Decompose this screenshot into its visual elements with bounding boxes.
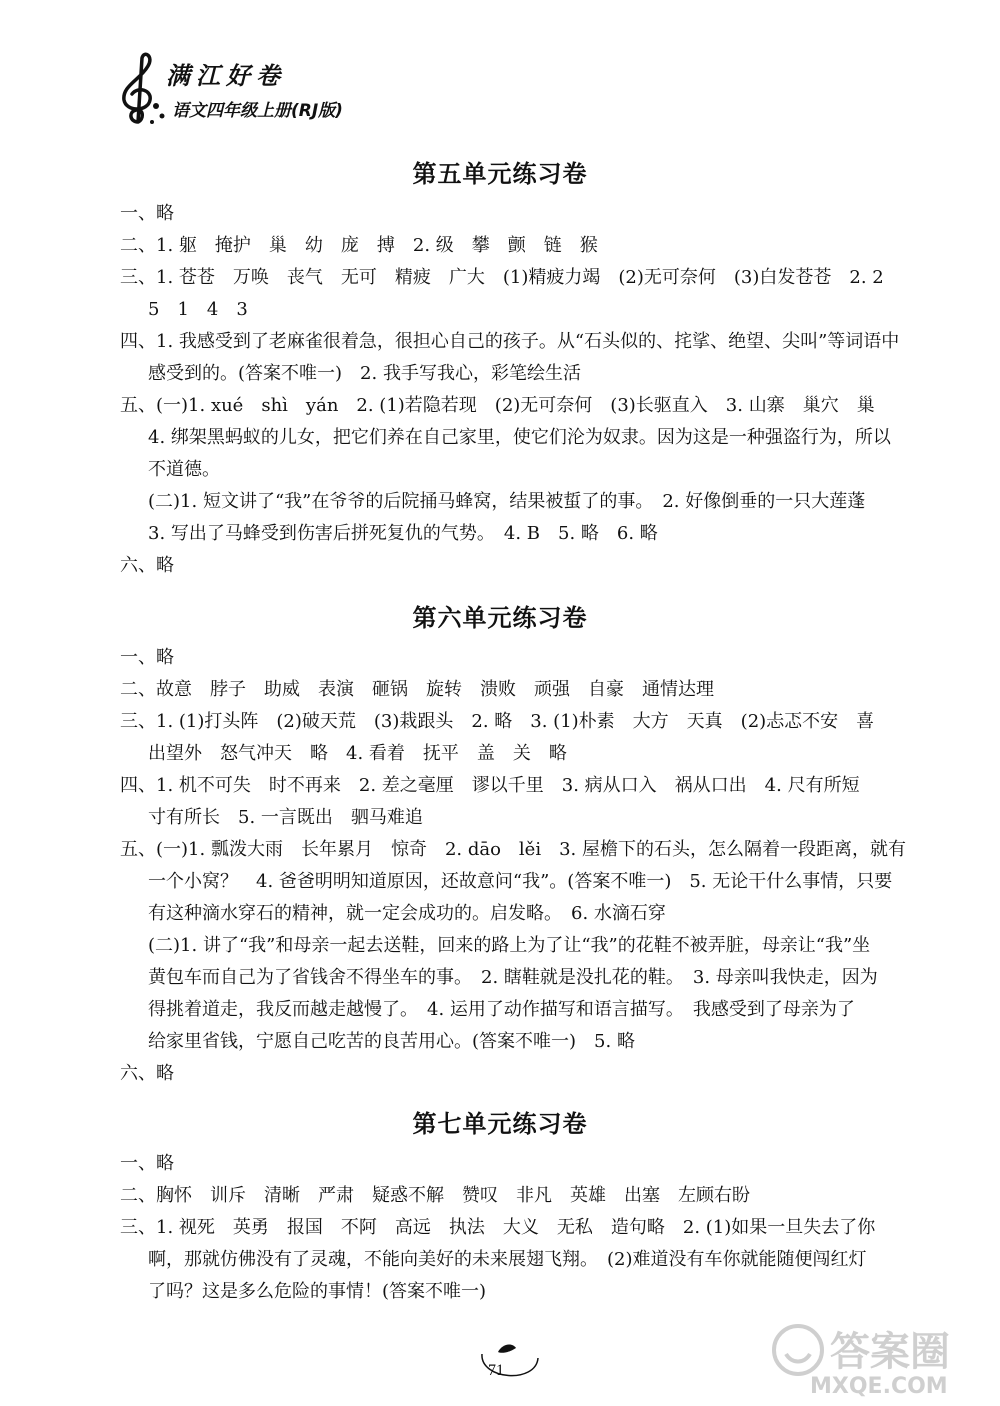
answer-line: 3. 写出了马蜂受到伤害后拼死复仇的气势。 4. B 5. 略 6. 略: [148, 523, 658, 544]
watermark: [770, 1316, 980, 1406]
unit-title: 第七单元练习卷: [412, 1110, 588, 1138]
answer-line: 5 1 4 3: [148, 299, 248, 320]
answer-line: 六、略: [120, 1063, 174, 1084]
answer-line: 黄包车而自己为了省钱舍不得坐车的事。 2. 瞎鞋就是没扎花的鞋。 3. 母亲叫我快走，因为: [148, 967, 878, 988]
treble-clef-icon: [108, 50, 168, 130]
answer-line: 四、1. 机不可失 时不再来 2. 差之毫厘 谬以千里 3. 病从口入 祸从口出 4. 尺有所短: [120, 775, 860, 796]
watermark-text: 答案圈: [830, 1329, 950, 1375]
answer-line: 五、(一)1. xué shì yán 2. (1)若隐若现 (2)无可奈何 (3)长驱直入 3. 山寨 巢穴 巢: [120, 395, 875, 416]
unit-title: 第六单元练习卷: [412, 604, 588, 632]
answer-line: 一个小窝？ 4. 爸爸明明知道原因，还故意问“我”。(答案不唯一) 5. 无论干什么事情，只要: [148, 871, 893, 892]
answer-line: 二、故意 脖子 助威 表演 砸锅 旋转 溃败 顽强 自豪 通情达理: [120, 679, 714, 700]
answer-line: 四、1. 我感受到了老麻雀很着急，很担心自己的孩子。从“石头似的、挓挲、绝望、尖叫”等词语中: [120, 331, 900, 352]
answer-line: 给家里省钱，宁愿自己吃苦的良苦用心。(答案不唯一) 5. 略: [148, 1031, 635, 1052]
watermark-url: MXQE.COM: [810, 1374, 948, 1399]
page-number-ornament-icon: [470, 1340, 550, 1390]
answer-line: 三、1. (1)打头阵 (2)破天荒 (3)栽跟头 2. 略 3. (1)朴素 大方 天真 (2)忐忑不安 喜: [120, 711, 875, 732]
answer-line: 三、1. 苍苍 万唤 丧气 无可 精疲 广大 (1)精疲力竭 (2)无可奈何 (3)白发苍苍 2. 2: [120, 267, 884, 288]
answer-line: 了吗？这是多么危险的事情！(答案不唯一): [148, 1281, 487, 1302]
answer-line: 一、略: [120, 1153, 174, 1174]
answer-line: (二)1. 短文讲了“我”在爷爷的后院捅马蜂窝，结果被蜇了的事。 2. 好像倒垂的一只大莲蓬: [148, 491, 866, 512]
answer-line: 4. 绑架黑蚂蚁的儿女，把它们养在自己家里，使它们沦为奴隶。因为这是一种强盗行为，所以: [148, 427, 891, 448]
answer-line: 三、1. 视死 英勇 报国 不阿 高远 执法 大义 无私 造句略 2. (1)如果一旦失去了你: [120, 1217, 876, 1238]
book-title: 满江好卷: [166, 61, 286, 90]
answer-line: 六、略: [120, 555, 174, 576]
answer-line: (二)1. 讲了“我”和母亲一起去送鞋，回来的路上为了让“我”的花鞋不被弄脏，母亲让“我”坐: [148, 935, 871, 956]
answer-line: 啊，那就仿佛没有了灵魂，不能向美好的未来展翅飞翔。 (2)难道没有车你就能随便闯红灯: [148, 1249, 867, 1270]
unit-title: 第五单元练习卷: [412, 160, 588, 188]
answer-line: 感受到的。(答案不唯一) 2. 我手写我心，彩笔绘生活: [148, 363, 581, 384]
book-header: [108, 50, 428, 130]
answer-line: 一、略: [120, 203, 174, 224]
answer-line: 出望外 怒气冲天 略 4. 看着 抚平 盖 关 略: [148, 743, 567, 764]
answer-line: 五、(一)1. 瓢泼大雨 长年累月 惊奇 2. dāo lěi 3. 屋檐下的石头，怎么隔着一段距离，就有: [120, 839, 906, 860]
answer-line: 不道德。: [148, 459, 220, 480]
page-number: 71: [488, 1362, 504, 1379]
answer-line: 得挑着道走，我反而越走越慢了。 4. 运用了动作描写和语言描写。 我感受到了母亲为了: [148, 999, 855, 1020]
answer-line: 有这种滴水穿石的精神，就一定会成功的。启发略。 6. 水滴石穿: [148, 903, 666, 924]
answer-line: 二、胸怀 训斥 清晰 严肃 疑惑不解 赞叹 非凡 英雄 出塞 左顾右盼: [120, 1185, 750, 1206]
book-subtitle: 语文四年级上册(RJ版): [172, 101, 343, 121]
smile-logo-icon: [770, 1322, 826, 1378]
answer-line: 寸有所长 5. 一言既出 驷马难追: [148, 807, 423, 828]
answer-line: 一、略: [120, 647, 174, 668]
answer-line: 二、1. 躯 掩护 巢 幼 庞 搏 2. 级 攀 颤 链 猴: [120, 235, 598, 256]
